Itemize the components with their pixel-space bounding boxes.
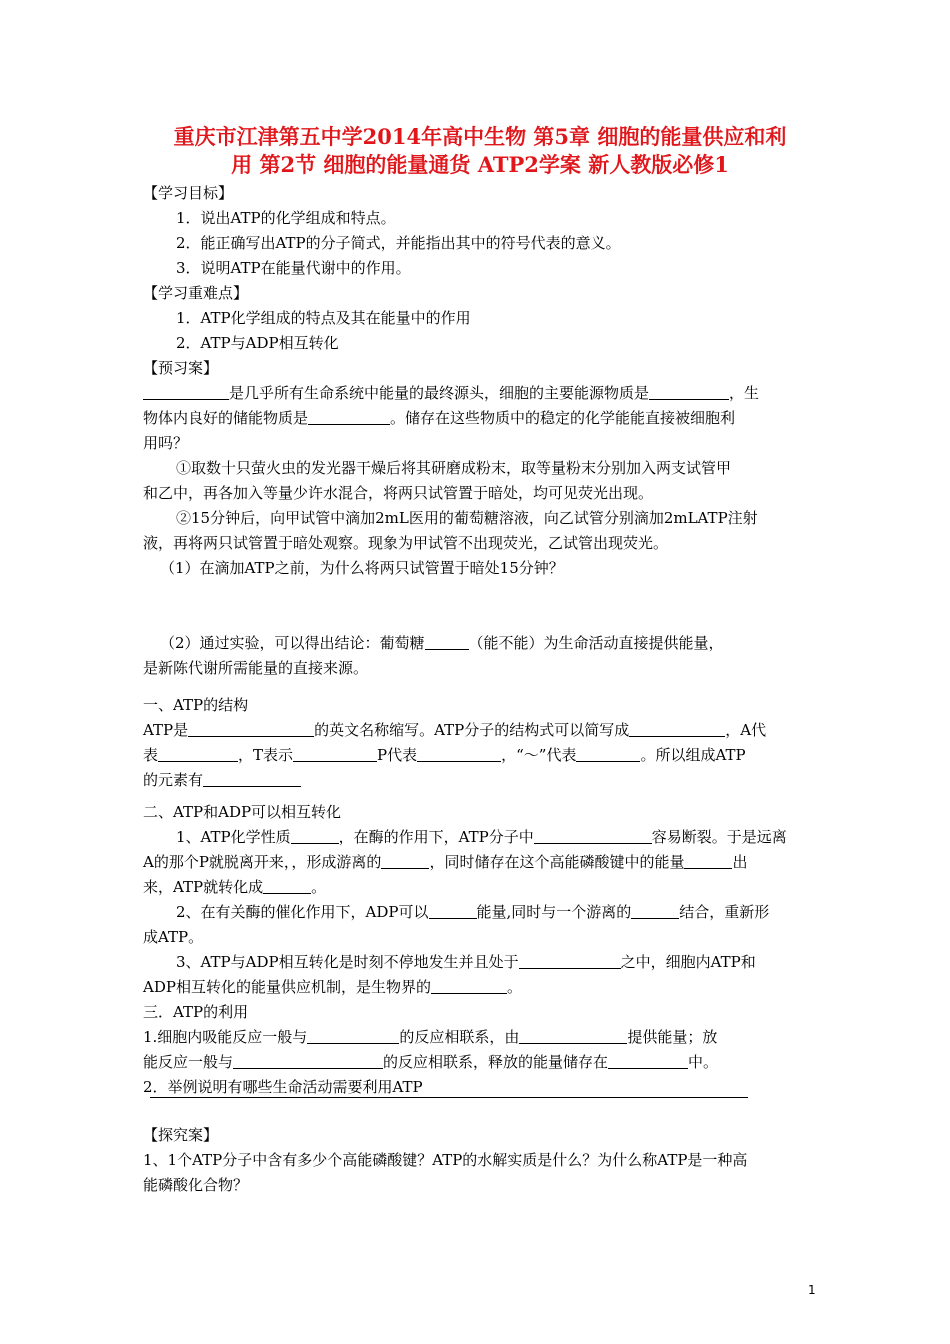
preview-paragraph-line1: 是几乎所有生命系统中能量的最终源头，细胞的主要能源物质是 ，生 <box>143 383 759 403</box>
section3-heading: 三．ATP的利用 <box>143 1003 249 1021</box>
document-title-line2: 用 第2节 细胞的能量通货 ATP2学案 新人教版必修1 <box>231 152 729 177</box>
fill-blank[interactable] <box>188 722 314 737</box>
fill-blank[interactable] <box>143 385 229 400</box>
preview-paragraph-line2: 物体内良好的储能物质是 。储存在这些物质中的稳定的化学能能直接被细胞利 <box>143 409 736 427</box>
fill-blank[interactable] <box>417 747 501 762</box>
preview-paragraph-line3: 用吗？ <box>143 434 189 452</box>
experiment-step-1-line2: 和乙中，再各加入等量少许水混合，将两只试管置于暗处，均可见荧光出现。 <box>143 484 654 502</box>
question-2-line1: （2）通过实验，可以得出结论：葡萄糖 （能不能）为生命活动直接提供能量， <box>160 634 724 652</box>
experiment-step-2-line1: ②15分钟后，向甲试管中滴加2mL医用的葡萄糖溶液，向乙试管分别滴加2mLATP注射 <box>176 509 758 527</box>
section2-heading: 二、ATP和ADP可以相互转化 <box>143 803 342 821</box>
section1-line1: ATP是 的英文名称缩写。ATP分子的结构式可以简写成 ，A代 <box>143 721 767 739</box>
keypoints-heading: 【学习重难点】 <box>143 284 249 302</box>
fill-blank[interactable] <box>233 1054 383 1069</box>
fill-blank[interactable] <box>308 410 390 425</box>
section2-line7: ADP相互转化的能量供应机制，是生物界的 。 <box>143 978 522 996</box>
explore-question-line1: 1、1个ATP分子中含有多少个高能磷酸键？ATP的水解实质是什么？为什么称ATP是一种高 <box>143 1151 748 1169</box>
section3-line3: 2．举例说明有哪些生命活动需要利用ATP <box>143 1078 423 1096</box>
section3-line2: 能反应一般与 的反应相联系，释放的能量储存在 中。 <box>143 1053 719 1071</box>
fill-blank[interactable] <box>425 635 469 650</box>
fill-blank[interactable] <box>629 722 725 737</box>
fill-blank[interactable] <box>429 904 477 919</box>
section1-line2: 表 ，T表示 P代表 ，“～”代表 。所以组成ATP <box>143 746 746 764</box>
keypoint-item-1: 1．ATP化学组成的特点及其在能量中的作用 <box>176 309 471 327</box>
page-number: 1 <box>808 1283 816 1297</box>
objectives-heading: 【学习目标】 <box>143 184 234 202</box>
fill-blank[interactable] <box>158 747 238 762</box>
answer-line[interactable] <box>150 1097 748 1098</box>
section2-line3: 来，ATP就转化成 。 <box>143 878 327 896</box>
section2-line6: 3、ATP与ADP相互转化是时刻不停地发生并且处于 之中，细胞内ATP和 <box>176 953 756 971</box>
section2-line2: A的那个P就脱离开来，，形成游离的 ，同时储存在这个高能磷酸键中的能量 出 <box>143 853 748 871</box>
keypoint-item-2: 2．ATP与ADP相互转化 <box>176 334 339 352</box>
section1-heading: 一、ATP的结构 <box>143 696 249 714</box>
experiment-step-2-line2: 液，再将两只试管置于暗处观察。现象为甲试管不出现荧光，乙试管出现荧光。 <box>143 534 669 552</box>
fill-blank[interactable] <box>576 747 640 762</box>
fill-blank[interactable] <box>608 1054 688 1069</box>
fill-blank[interactable] <box>203 772 301 787</box>
section2-line1: 1、ATP化学性质 ，在酶的作用下，ATP分子中 容易断裂。于是远离 <box>176 828 787 846</box>
explore-question-line2: 能磷酸化合物？ <box>143 1176 249 1194</box>
section3-line1: 1.细胞内吸能反应一般与 的反应相联系，由 提供能量；放 <box>143 1028 718 1046</box>
question-1: （1）在滴加ATP之前，为什么将两只试管置于暗处15分钟？ <box>160 559 564 577</box>
fill-blank[interactable] <box>431 979 507 994</box>
section2-line4: 2、在有关酶的催化作用下，ADP可以 能量,同时与一个游离的 结合，重新形 <box>176 903 770 921</box>
section1-line3: 的元素有 <box>143 770 301 790</box>
fill-blank[interactable] <box>534 829 652 844</box>
document-title-line1: 重庆市江津第五中学2014年高中生物 第5章 细胞的能量供应和利 <box>173 124 787 149</box>
fill-blank[interactable] <box>293 747 377 762</box>
fill-blank[interactable] <box>519 954 621 969</box>
fill-blank[interactable] <box>263 879 311 894</box>
question-2-line2: 是新陈代谢所需能量的直接来源。 <box>143 659 369 677</box>
explore-heading: 【探究案】 <box>143 1126 219 1144</box>
objective-item-3: 3．说明ATP在能量代谢中的作用。 <box>176 259 411 277</box>
experiment-step-1-line1: ①取数十只萤火虫的发光器干燥后将其研磨成粉末，取等量粉末分别加入两支试管甲 <box>176 459 732 477</box>
fill-blank[interactable] <box>519 1029 627 1044</box>
objective-item-2: 2．能正确写出ATP的分子简式，并能指出其中的符号代表的意义。 <box>176 234 621 252</box>
fill-blank[interactable] <box>684 854 732 869</box>
fill-blank[interactable] <box>307 1029 399 1044</box>
fill-blank[interactable] <box>381 854 429 869</box>
fill-blank[interactable] <box>291 829 339 844</box>
fill-blank[interactable] <box>649 385 729 400</box>
fill-blank[interactable] <box>631 904 679 919</box>
preview-heading: 【预习案】 <box>143 359 219 377</box>
objective-item-1: 1．说出ATP的化学组成和特点。 <box>176 209 396 227</box>
section2-line5: 成ATP。 <box>143 928 204 946</box>
